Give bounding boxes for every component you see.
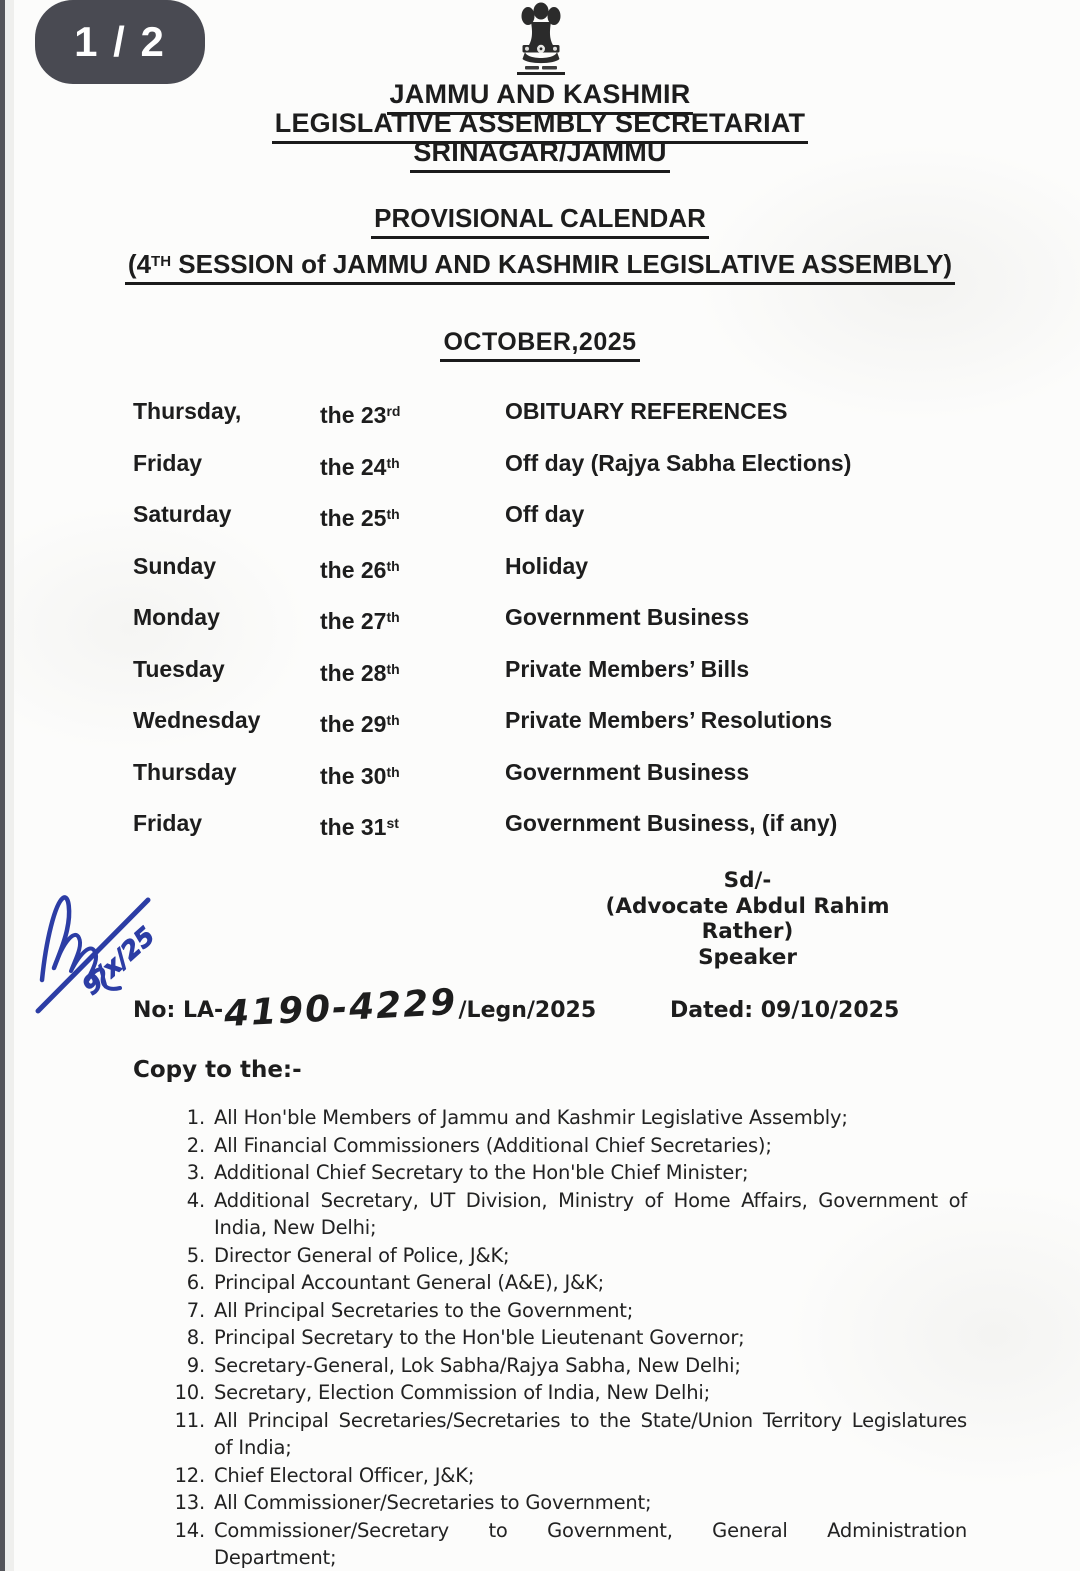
copy-item-number: 4. <box>186 1188 205 1212</box>
copy-item-text <box>214 1489 967 1517</box>
copy-to-item <box>167 1462 967 1490</box>
copy-item-line: India, New Delhi; <box>214 1216 377 1239</box>
calendar-date-cell <box>320 760 505 788</box>
calendar-business: Private Members’ Resolutions <box>505 707 833 733</box>
calendar-row <box>133 605 1020 633</box>
copy-to-item <box>167 1297 967 1325</box>
copy-item-line: Commissioner/Secretary to Government, General Administration <box>214 1518 967 1542</box>
copy-item-number: 11. <box>174 1408 205 1432</box>
copy-item-text <box>214 1324 967 1352</box>
copy-item-number: 1. <box>186 1106 205 1129</box>
copy-to-item <box>167 1517 967 1571</box>
calendar-date-ordinal: th <box>386 763 400 780</box>
calendar-date: the 28 <box>320 659 387 686</box>
copy-item-line: Additional Secretary, UT Division, Ministry of Home Affairs, Government of <box>214 1188 967 1212</box>
calendar-date: the 25 <box>320 505 387 531</box>
handwritten-reference-number: 4190-4229 <box>223 981 459 1036</box>
calendar-row <box>133 708 1020 736</box>
calendar-day: Saturday <box>133 501 232 527</box>
calendar-date: the 27 <box>320 608 387 634</box>
copy-item-number: 5. <box>186 1243 205 1267</box>
calendar-rows <box>133 399 1020 839</box>
copy-to-item <box>167 1132 967 1160</box>
calendar-date-ordinal: th <box>386 506 400 522</box>
calendar-day: Friday <box>133 449 203 476</box>
subtitle-rest: SESSION of JAMMU AND KASHMIR LEGISLATIVE ASSEMBLY) <box>171 249 953 279</box>
signature-date: 9/x/25 <box>76 920 161 1001</box>
calendar-day: Monday <box>133 604 220 630</box>
copy-item-line: All Principal Secretaries to the Government; <box>214 1298 634 1322</box>
calendar-business: Government Business, (if any) <box>505 810 838 836</box>
dated-line: Dated: 09/10/2025 <box>670 998 900 1023</box>
copy-item-text <box>214 1242 967 1270</box>
copy-item-text <box>214 1379 967 1407</box>
org-name-line2-text: LEGISLATIVE ASSEMBLY SECRETARIAT <box>272 108 808 144</box>
org-name-line1-text: JAMMU AND KASHMIR <box>387 79 694 115</box>
calendar-date: the 23 <box>320 402 387 428</box>
calendar-date: the 26 <box>320 556 387 583</box>
copy-item-number: 6. <box>186 1271 205 1294</box>
reference-number-prefix: No: LA- <box>133 998 224 1023</box>
calendar-day: Tuesday <box>133 655 225 682</box>
copy-item-number: 12. <box>174 1463 205 1487</box>
calendar-date-ordinal: th <box>386 557 400 574</box>
copy-to-item <box>167 1187 967 1242</box>
document-title-text: PROVISIONAL CALENDAR <box>371 203 709 239</box>
copy-item-text <box>214 1407 967 1462</box>
calendar-date: the 30 <box>320 762 387 789</box>
copy-item-text <box>214 1104 967 1132</box>
sd-line: Sd/- <box>723 868 772 893</box>
copy-to-label: Copy to the:- <box>133 1057 302 1083</box>
copy-item-text <box>214 1517 967 1571</box>
copy-item-line: Principal Accountant General (A&E), J&K; <box>214 1271 605 1294</box>
copy-to-list <box>167 1104 967 1571</box>
calendar-date: the 29 <box>320 711 387 737</box>
copy-to-item <box>167 1159 967 1187</box>
calendar-date-cell <box>320 708 505 736</box>
calendar-business: Holiday <box>505 552 589 579</box>
page-indicator-badge: 1 / 2 <box>35 0 205 84</box>
copy-item-line: of India; <box>214 1436 292 1459</box>
org-name-line3 <box>0 137 1080 173</box>
copy-item-line: All Commissioner/Secretaries to Government; <box>214 1491 652 1514</box>
copy-item-line: All Principal Secretaries/Secretaries to the State/Union Territory Legislatures <box>214 1408 967 1432</box>
subtitle-prefix: (4 <box>127 249 152 279</box>
calendar-day: Thursday <box>133 758 237 785</box>
reference-number <box>133 981 597 1036</box>
copy-item-line: All Financial Commissioners (Additional Chief Secretaries); <box>214 1133 772 1157</box>
document-subtitle-text <box>125 249 955 285</box>
copy-item-line: Principal Secretary to the Hon'ble Lieutenant Governor; <box>214 1326 745 1349</box>
document-title <box>0 203 1080 239</box>
calendar-day: Wednesday <box>133 707 261 733</box>
copy-to-item <box>167 1324 967 1352</box>
calendar-day: Friday <box>133 810 203 836</box>
copy-item-number: 3. <box>186 1161 205 1184</box>
copy-item-text <box>214 1269 967 1297</box>
speaker-name: (Advocate Abdul Rahim Rather) <box>605 893 890 944</box>
calendar-date-cell <box>320 502 505 530</box>
calendar-business: OBITUARY REFERENCES <box>505 398 788 424</box>
calendar-date-ordinal: th <box>386 712 400 728</box>
calendar-date: the 24 <box>320 453 387 480</box>
document-subtitle <box>0 249 1080 285</box>
copy-item-line: Chief Electoral Officer, J&K; <box>214 1463 475 1487</box>
signature-block <box>560 868 935 970</box>
copy-item-number: 7. <box>186 1298 205 1322</box>
speaker-designation: Speaker <box>698 944 797 970</box>
copy-item-text <box>214 1352 967 1380</box>
calendar-row <box>133 451 1020 479</box>
calendar-date-cell <box>320 811 505 839</box>
calendar-date-ordinal: rd <box>386 403 401 419</box>
calendar-date-cell <box>320 605 505 633</box>
copy-to-item <box>167 1407 967 1462</box>
calendar-business: Off day <box>505 501 585 527</box>
copy-item-line: Secretary-General, Lok Sabha/Rajya Sabha, New Delhi; <box>214 1353 741 1377</box>
copy-item-line: Director General of Police, J&K; <box>214 1243 510 1267</box>
calendar-month-text: OCTOBER,2025 <box>440 328 639 362</box>
calendar-row <box>133 811 1020 839</box>
calendar-business: Private Members’ Bills <box>505 655 750 682</box>
org-name-line3-text: SRINAGAR/JAMMU <box>410 137 669 173</box>
copy-item-line: Secretary, Election Commission of India, New Delhi; <box>214 1381 710 1404</box>
copy-item-line: Additional Chief Secretary to the Hon'ble Chief Minister; <box>214 1161 749 1184</box>
copy-item-text <box>214 1187 967 1242</box>
copy-item-number: 2. <box>186 1133 205 1157</box>
copy-to-item <box>167 1269 967 1297</box>
calendar-day: Sunday <box>133 552 217 579</box>
copy-item-number: 9. <box>186 1353 205 1377</box>
calendar-date-cell <box>320 554 505 582</box>
calendar-row <box>133 657 1020 685</box>
copy-to-item <box>167 1489 967 1517</box>
copy-to-item <box>167 1242 967 1270</box>
copy-to-item <box>167 1104 967 1132</box>
calendar-date-ordinal: th <box>386 609 400 625</box>
copy-item-text <box>214 1132 967 1160</box>
calendar-business: Off day (Rajya Sabha Elections) <box>505 449 852 476</box>
calendar-date-ordinal: st <box>386 815 399 831</box>
copy-item-text <box>214 1159 967 1187</box>
calendar-row <box>133 554 1020 582</box>
calendar-date-cell <box>320 451 505 479</box>
ashoka-emblem-icon <box>515 2 567 76</box>
calendar-row <box>133 760 1020 788</box>
copy-item-line: Department; <box>214 1546 337 1569</box>
calendar-row <box>133 399 1020 427</box>
calendar-business: Government Business <box>505 604 750 630</box>
subtitle-ordinal: TH <box>151 253 172 270</box>
copy-item-number: 14. <box>174 1518 205 1542</box>
copy-item-text <box>214 1462 967 1490</box>
copy-item-line: All Hon'ble Members of Jammu and Kashmir Legislative Assembly; <box>214 1106 848 1129</box>
calendar-date-cell <box>320 399 505 427</box>
reference-number-suffix: /Legn/2025 <box>458 998 597 1023</box>
copy-item-number: 10. <box>174 1381 205 1404</box>
reference-line <box>133 981 1020 1042</box>
copy-to-item <box>167 1352 967 1380</box>
calendar-day: Thursday, <box>133 398 242 424</box>
copy-item-number: 8. <box>186 1326 205 1349</box>
copy-item-number: 13. <box>174 1491 205 1514</box>
calendar-date-cell <box>320 657 505 685</box>
calendar-date: the 31 <box>320 814 387 840</box>
copy-to-item <box>167 1379 967 1407</box>
copy-item-text <box>214 1297 967 1325</box>
calendar-date-ordinal: th <box>386 454 400 471</box>
calendar-business: Government Business <box>505 758 750 785</box>
calendar-date-ordinal: th <box>386 660 400 677</box>
calendar-month-heading <box>0 328 1080 362</box>
calendar-row <box>133 502 1020 530</box>
